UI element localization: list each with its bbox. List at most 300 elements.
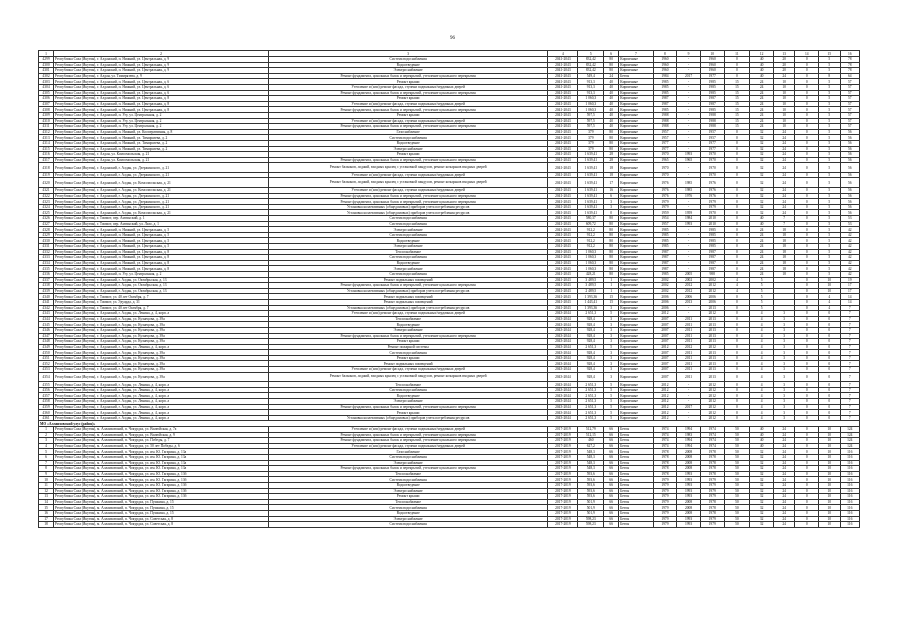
value-cell-i: 3	[773, 350, 794, 356]
value-cell-k: 5	[819, 140, 840, 146]
value-cell-l: 57	[840, 96, 859, 102]
value-cell-h: 32	[750, 522, 774, 528]
row-number: 4300	[39, 62, 54, 68]
value-cell-n: 66	[604, 443, 619, 449]
value-cell-g: 0	[724, 199, 750, 205]
address-cell: Республика Саха (Якутия), г. Алданский, п. Нижний, ул. Центральная, д. 6	[54, 84, 269, 90]
address-cell: Республика Саха (Якутия), г. Алданский, п. Угу, ул. Центральная, д. 2	[54, 271, 269, 277]
value-cell-k: 5	[819, 79, 840, 85]
value-cell-f: 1979	[700, 477, 724, 483]
value-cell-j: 0	[795, 516, 819, 522]
value-cell-a: 1 393,36	[578, 294, 604, 300]
value-cell-y: 2041-2043	[548, 199, 578, 205]
value-cell-b: 1988	[653, 112, 677, 118]
row-number: 4306	[39, 96, 54, 102]
work-type-cell: Ремонт крыши	[268, 79, 547, 85]
value-cell-i: 10	[773, 118, 794, 124]
value-cell-g: 0	[724, 255, 750, 261]
table-row	[39, 199, 860, 205]
value-cell-k: 4	[819, 299, 840, 305]
row-number: 4301	[39, 68, 54, 74]
value-cell-y: 2017-2019	[548, 454, 578, 460]
value-cell-e: -	[677, 96, 701, 102]
value-cell-m: Кирпичные	[619, 193, 653, 199]
value-cell-n: 3	[604, 327, 619, 333]
value-cell-y: 2041-2043	[548, 96, 578, 102]
value-cell-f: 2010	[700, 216, 724, 222]
value-cell-n: 5	[604, 415, 619, 421]
value-cell-f: 1988	[700, 124, 724, 130]
address-cell: Республика Саха (Якутия), г. Томмот, пер. Амгинский, ул. Лазо, д. 1	[54, 221, 269, 227]
address-cell: Республика Саха (Якутия), г. Алданский, г. Алдан, ул. Ленина, д. 4, корп. а	[54, 344, 269, 350]
value-cell-h: 24	[750, 107, 774, 113]
work-type-cell: Система водоснабжения	[268, 255, 547, 261]
value-cell-m: Кирпичные	[619, 255, 653, 261]
row-number: 4325	[39, 210, 54, 216]
work-type-cell: Система водоснабжения	[268, 216, 547, 222]
value-cell-h: 24	[750, 238, 774, 244]
value-cell-k: 0	[819, 355, 840, 361]
value-cell-a: 1 443,41	[578, 299, 604, 305]
value-cell-f: 1978	[700, 510, 724, 516]
value-cell-k: 10	[819, 277, 840, 283]
value-cell-i: 3	[773, 415, 794, 421]
value-cell-n: 18	[604, 172, 619, 178]
address-cell: Республика Саха (Якутия), г. Алданский, г. Алдан, ул. Дзержинского, д. 21	[54, 172, 269, 178]
value-cell-h: 32	[750, 146, 774, 152]
work-type-cell: Система водоснабжения	[268, 387, 547, 393]
row-number: 4349	[39, 344, 54, 350]
section-title: МО «Аллаиховский улус (район)»	[39, 421, 860, 427]
address-cell: Республика Саха (Якутия), г. Алданский, г. Алдан, ул. Ленина, д. 4, корп. а	[54, 410, 269, 416]
value-cell-h: 40	[750, 438, 774, 444]
row-number: 4339	[39, 288, 54, 294]
value-cell-a: 627,2	[578, 443, 604, 449]
value-cell-f: 2012	[700, 410, 724, 416]
value-cell-n: 66	[604, 505, 619, 511]
value-cell-y: 2041-2043	[548, 152, 578, 158]
value-cell-h: 4	[750, 344, 774, 350]
address-cell: Республика Саха (Якутия), м. Аллаиховский, п. Чокурдах, ул. Вилюйская, д. 9	[54, 432, 269, 438]
value-cell-b: 1965	[653, 157, 677, 163]
value-cell-y: 2017-2019	[548, 488, 578, 494]
value-cell-f: 2013	[700, 316, 724, 322]
value-cell-n: 3	[604, 322, 619, 328]
value-cell-g: 0	[724, 152, 750, 158]
value-cell-i: 3	[773, 344, 794, 350]
row-number: 4354	[39, 372, 54, 382]
value-cell-g: 0	[724, 311, 750, 317]
work-type-cell: Электроснабжение	[268, 488, 547, 494]
address-cell: Республика Саха (Якутия), г. Алданский, п. Угу, ул. Центральная, д. 2	[54, 124, 269, 130]
value-cell-e: 2011	[677, 372, 701, 382]
value-cell-m: Кирпичные	[619, 372, 653, 382]
value-cell-n: 17	[604, 178, 619, 188]
value-cell-g: 0	[724, 266, 750, 272]
value-cell-b: 1977	[653, 146, 677, 152]
value-cell-y: 2041-2043	[548, 62, 578, 68]
work-type-cell: Ремонт балконов, лоджий, входных крылец с установкой пандусов, ремонт козырьков входных дверей	[268, 372, 547, 382]
value-cell-e: 1993	[677, 482, 701, 488]
row-number: 4355	[39, 382, 54, 388]
value-cell-e: -	[677, 227, 701, 233]
value-cell-m: Кирпичные	[619, 387, 653, 393]
value-cell-e: -	[677, 84, 701, 90]
value-cell-k: 0	[819, 333, 840, 339]
value-cell-m: Кирпичные	[619, 90, 653, 96]
value-cell-e: -	[677, 311, 701, 317]
value-cell-n: 80	[604, 227, 619, 233]
value-cell-h: 32	[750, 140, 774, 146]
value-cell-f: 1985	[700, 107, 724, 113]
value-cell-g: 0	[724, 227, 750, 233]
row-number: 6	[39, 454, 54, 460]
value-cell-i: 10	[773, 79, 794, 85]
value-cell-n: 66	[604, 466, 619, 472]
row-number: 17	[39, 516, 54, 522]
value-cell-j: 0	[795, 244, 819, 250]
work-type-cell: Ремонт подвальных помещений	[268, 299, 547, 305]
value-cell-e: 2008	[677, 449, 701, 455]
value-cell-y: 2017-2019	[548, 516, 578, 522]
work-type-cell: Водоотведение	[268, 62, 547, 68]
value-cell-n: 15	[604, 299, 619, 305]
value-cell-m: Кирпичные	[619, 178, 653, 188]
value-cell-y: 2017-2019	[548, 438, 578, 444]
value-cell-h: 4	[750, 311, 774, 317]
value-cell-l: 56	[840, 210, 859, 216]
value-cell-k: 4	[819, 294, 840, 300]
value-cell-k: 5	[819, 260, 840, 266]
value-cell-b: 1987	[653, 249, 677, 255]
value-cell-h: 4	[750, 387, 774, 393]
value-cell-y: 2041-2043	[548, 299, 578, 305]
value-cell-j: 0	[795, 260, 819, 266]
row-number: 3	[39, 438, 54, 444]
value-cell-g: 0	[724, 140, 750, 146]
value-cell-g: 0	[724, 404, 750, 410]
value-cell-g: 0	[724, 361, 750, 367]
table-row	[39, 84, 860, 90]
value-cell-y: 2043-2044	[548, 316, 578, 322]
value-cell-j: 0	[795, 299, 819, 305]
value-cell-l: 116	[840, 466, 859, 472]
value-cell-i: 24	[773, 204, 794, 210]
value-cell-l: 42	[840, 232, 859, 238]
work-type-cell: Система водоснабжения	[268, 271, 547, 277]
value-cell-n: 3	[604, 204, 619, 210]
row-number: 9	[39, 471, 54, 477]
value-cell-n: 66	[604, 471, 619, 477]
value-cell-b: 1978	[653, 460, 677, 466]
value-cell-f: 988	[700, 271, 724, 277]
value-cell-l: 7	[840, 311, 859, 317]
value-cell-j: 0	[795, 146, 819, 152]
value-cell-f: 1978	[700, 466, 724, 472]
work-type-cell: Электроснабжение	[268, 399, 547, 405]
value-cell-y: 2017-2019	[548, 432, 578, 438]
row-number: 4330	[39, 238, 54, 244]
value-cell-k: 10	[819, 516, 840, 522]
value-cell-f: 1988	[700, 112, 724, 118]
work-type-cell: Электроснабжение	[268, 266, 547, 272]
value-cell-l: 116	[840, 449, 859, 455]
address-cell: Республика Саха (Якутия), г. Алданский, г. Алдан, ул. Дзержинского, д. 21	[54, 204, 269, 210]
value-cell-e: 2011	[677, 361, 701, 367]
value-cell-j: 0	[795, 499, 819, 505]
value-cell-y: 2041-2043	[548, 73, 578, 79]
value-cell-m: Кирпичные	[619, 238, 653, 244]
value-cell-j: 0	[795, 152, 819, 158]
value-cell-g: 0	[724, 260, 750, 266]
address-cell: Республика Саха (Якутия), г. Алданский, г. Алдан, ул. Кузнецова, д. 39а	[54, 339, 269, 345]
value-cell-y: 2017-2019	[548, 466, 578, 472]
value-cell-y: 2041-2043	[548, 244, 578, 250]
value-cell-f: 1985	[700, 244, 724, 250]
value-cell-j: 0	[795, 333, 819, 339]
value-cell-e: 2011	[677, 367, 701, 373]
table-row	[39, 333, 860, 339]
row-number: 4357	[39, 393, 54, 399]
value-cell-a: 928,4	[578, 350, 604, 356]
row-number: 8	[39, 466, 54, 472]
value-cell-g: 0	[724, 333, 750, 339]
value-cell-m: Кирпичные	[619, 361, 653, 367]
value-cell-k: 0	[819, 404, 840, 410]
value-cell-i: 18	[773, 244, 794, 250]
value-cell-j: 0	[795, 57, 819, 63]
value-cell-k: 5	[819, 178, 840, 188]
address-cell: Республика Саха (Якутия), г. Алданский, п. Нижний, ул. Центральная, д. 8	[54, 260, 269, 266]
work-type-cell: Утепление и (или) ремонт фасада, ступени подвальных/чердачных дверей	[268, 188, 547, 194]
row-number: 4309	[39, 112, 54, 118]
value-cell-h: 4	[750, 355, 774, 361]
value-cell-j: 0	[795, 172, 819, 178]
address-cell: Республика Саха (Якутия), г. Алданский, г. Алдан, ул. Октябрьская, д. 13	[54, 277, 269, 283]
value-cell-a: 1 060,3	[578, 249, 604, 255]
value-cell-m: Кирпичные	[619, 311, 653, 317]
row-number: 1	[39, 427, 54, 433]
work-type-cell: Утепление и (или) ремонт фасада, ступени подвальных/чердачных дверей	[268, 367, 547, 373]
value-cell-e: 2008	[677, 499, 701, 505]
value-cell-y: 2041-2043	[548, 210, 578, 216]
value-cell-k: 5	[819, 172, 840, 178]
address-cell: Республика Саха (Якутия), г. Алданский, г. Алдан, ул. Ленина, д. 4, корп. а	[54, 404, 269, 410]
value-cell-n: 80	[604, 249, 619, 255]
value-cell-h: 5	[750, 288, 774, 294]
value-cell-m: Бетон	[619, 516, 653, 522]
table-row	[39, 204, 860, 210]
address-cell: Республика Саха (Якутия), г. Алданский, п. Нижний, ул. Тимирязева, д. 2	[54, 146, 269, 152]
value-cell-k: 0	[819, 415, 840, 421]
value-cell-m: Бетон	[619, 482, 653, 488]
value-cell-h: 40	[750, 68, 774, 74]
value-cell-e: 2012	[677, 344, 701, 350]
value-cell-y: 2043-2044	[548, 344, 578, 350]
value-cell-y: 2041-2043	[548, 266, 578, 272]
value-cell-l: 124	[840, 432, 859, 438]
value-cell-a: 928,4	[578, 355, 604, 361]
value-cell-m: Кирпичные	[619, 283, 653, 289]
row-number: 4356	[39, 387, 54, 393]
value-cell-m: Кирпичные	[619, 288, 653, 294]
row-number: 4332	[39, 249, 54, 255]
value-cell-l: 7	[840, 393, 859, 399]
value-cell-k: 0	[819, 339, 840, 345]
address-cell: Республика Саха (Якутия), г. Алданский, г. Алдан, ул. Октябрьская, д. 13	[54, 288, 269, 294]
header-cell: 9	[677, 51, 701, 57]
value-cell-l: 7	[840, 333, 859, 339]
value-cell-e: 1993	[677, 522, 701, 528]
value-cell-k: 10	[819, 449, 840, 455]
address-cell: Республика Саха (Якутия), г. Алданский, г. Алдан, ул. Ленина, д. 4, корп. а	[54, 382, 269, 388]
value-cell-a: 913,3	[578, 79, 604, 85]
value-cell-l: 7	[840, 339, 859, 345]
row-number: 4351	[39, 355, 54, 361]
address-cell: Республика Саха (Якутия), м. Аллаиховский, п. Чокурдах, ул. Пушкина, д. 15	[54, 505, 269, 511]
value-cell-h: 40	[750, 73, 774, 79]
work-type-cell: Ремонт балконов, лоджий, входных крылец с установкой пандусов, ремонт козырьков входных дверей	[268, 178, 547, 188]
value-cell-h: 24	[750, 118, 774, 124]
value-cell-f: 2012	[700, 382, 724, 388]
value-cell-n: 18	[604, 163, 619, 173]
value-cell-i: 18	[773, 271, 794, 277]
value-cell-k: 5	[819, 216, 840, 222]
value-cell-l: 57	[840, 124, 859, 130]
value-cell-g: 0	[724, 68, 750, 74]
work-type-cell: Система водоснабжения	[268, 505, 547, 511]
value-cell-y: 2043-2044	[548, 410, 578, 416]
value-cell-h: 5	[750, 294, 774, 300]
value-cell-l: 56	[840, 146, 859, 152]
value-cell-e: 2012	[677, 288, 701, 294]
value-cell-b: 1976	[653, 193, 677, 199]
address-cell: Республика Саха (Якутия), г. Алданский, п. Нижний, ул. Центральная, д. 5	[54, 238, 269, 244]
value-cell-k: 10	[819, 443, 840, 449]
value-cell-g: 0	[724, 129, 750, 135]
value-cell-l: 56	[840, 157, 859, 163]
value-cell-e: -	[677, 244, 701, 250]
value-cell-l: 17	[840, 288, 859, 294]
value-cell-g: 50	[724, 482, 750, 488]
row-number: 4342	[39, 305, 54, 311]
value-cell-i: 3	[773, 322, 794, 328]
address-cell: Республика Саха (Якутия), г. Алданский, п. Нижний, ул. Центральная, д. 8	[54, 249, 269, 255]
value-cell-k: 10	[819, 283, 840, 289]
value-cell-a: 928,4	[578, 339, 604, 345]
value-cell-i: 3	[773, 361, 794, 367]
value-cell-k: 0	[819, 393, 840, 399]
value-cell-b: 1978	[653, 454, 677, 460]
value-cell-n: 80	[604, 221, 619, 227]
value-cell-i: 7	[773, 221, 794, 227]
work-type-cell: Теплоснабжение	[268, 316, 547, 322]
value-cell-n: 80	[604, 135, 619, 141]
address-cell: Республика Саха (Якутия), м. Аллаиховский, п. Чокурдах, ул. им. Ю. Гагарина, д. 13б	[54, 477, 269, 483]
value-cell-f: 1979	[700, 204, 724, 210]
value-cell-y: 2041-2043	[548, 140, 578, 146]
value-cell-a: 593,6	[578, 494, 604, 500]
work-type-cell: Теплоснабжение	[268, 499, 547, 505]
value-cell-l: 7	[840, 355, 859, 361]
work-type-cell: Система водоснабжения	[268, 57, 547, 63]
value-cell-f: 1978	[700, 471, 724, 477]
value-cell-h: 32	[750, 152, 774, 158]
address-cell: Республика Саха (Якутия), г. Алданский, п. Нижний, ул. Тимирязева, д. 2	[54, 135, 269, 141]
value-cell-i: 10	[773, 107, 794, 113]
value-cell-a: 597,5	[578, 118, 604, 124]
value-cell-g: 50	[724, 510, 750, 516]
header-cell: 5	[578, 51, 604, 57]
value-cell-a: 928,4	[578, 322, 604, 328]
row-number: 4322	[39, 193, 54, 199]
page-number: 96	[450, 36, 455, 41]
value-cell-l: 7	[840, 404, 859, 410]
value-cell-i: 24	[773, 129, 794, 135]
value-cell-f: 1970	[700, 210, 724, 216]
value-cell-i: 20	[773, 68, 794, 74]
value-cell-g: 0	[724, 62, 750, 68]
value-cell-m: Кирпичные	[619, 188, 653, 194]
address-cell: Республика Саха (Якутия), г. Алданский, п. Нижний, ул. Тимирязева, д. 2	[54, 140, 269, 146]
work-type-cell: Водоотведение	[268, 393, 547, 399]
value-cell-j: 0	[795, 522, 819, 528]
value-cell-b: 2007	[653, 372, 677, 382]
value-cell-k: 0	[819, 410, 840, 416]
address-cell: Республика Саха (Якутия), г. Томмот, ул. 40 лет Октября, д. 7	[54, 294, 269, 300]
address-cell: Республика Саха (Якутия), г. Алданский, п. Угу, ул. Центральная, д. 2	[54, 118, 269, 124]
value-cell-l: 17	[840, 283, 859, 289]
value-cell-f: 1977	[700, 73, 724, 79]
value-cell-h: 4	[750, 415, 774, 421]
value-cell-f: 1960	[700, 68, 724, 74]
value-cell-b: 2002	[653, 283, 677, 289]
value-cell-k: 10	[819, 510, 840, 516]
address-cell: Республика Саха (Якутия), м. Аллаиховский, п. Чокурдах, ул. Пушкина, д. 15	[54, 499, 269, 505]
table-row	[39, 193, 860, 199]
value-cell-l: 116	[840, 471, 859, 477]
value-cell-b: 2002	[653, 288, 677, 294]
value-cell-i: 24	[773, 210, 794, 216]
value-cell-m: Кирпичные	[619, 140, 653, 146]
value-cell-j: 0	[795, 415, 819, 421]
value-cell-h: 32	[750, 454, 774, 460]
value-cell-l: 7	[840, 415, 859, 421]
value-cell-g: 0	[724, 57, 750, 63]
header-cell: 15	[819, 51, 840, 57]
value-cell-i: 10	[773, 101, 794, 107]
value-cell-j: 0	[795, 471, 819, 477]
address-cell: Республика Саха (Якутия), г. Алданский, г. Алдан, ул. Дзержинского, д. 21	[54, 163, 269, 173]
value-cell-i: 18	[773, 260, 794, 266]
value-cell-a: 928,4	[578, 333, 604, 339]
value-cell-f: 1978	[700, 505, 724, 511]
value-cell-j: 0	[795, 73, 819, 79]
value-cell-y: 2041-2043	[548, 260, 578, 266]
value-cell-i: 3	[773, 339, 794, 345]
value-cell-j: 0	[795, 288, 819, 294]
value-cell-h: 4	[750, 350, 774, 356]
value-cell-l: 78	[840, 57, 859, 63]
value-cell-f: 1976	[700, 193, 724, 199]
value-cell-b: 2007	[653, 322, 677, 328]
value-cell-y: 2041-2043	[548, 163, 578, 173]
value-cell-e: -	[677, 255, 701, 261]
value-cell-n: 66	[604, 499, 619, 505]
value-cell-e: -	[677, 57, 701, 63]
work-type-cell: Ремонт фундамента, цокольных балок и перекрытий, утепление цокольного перекрытия	[268, 432, 547, 438]
work-type-cell: Ремонт крыши	[268, 112, 547, 118]
